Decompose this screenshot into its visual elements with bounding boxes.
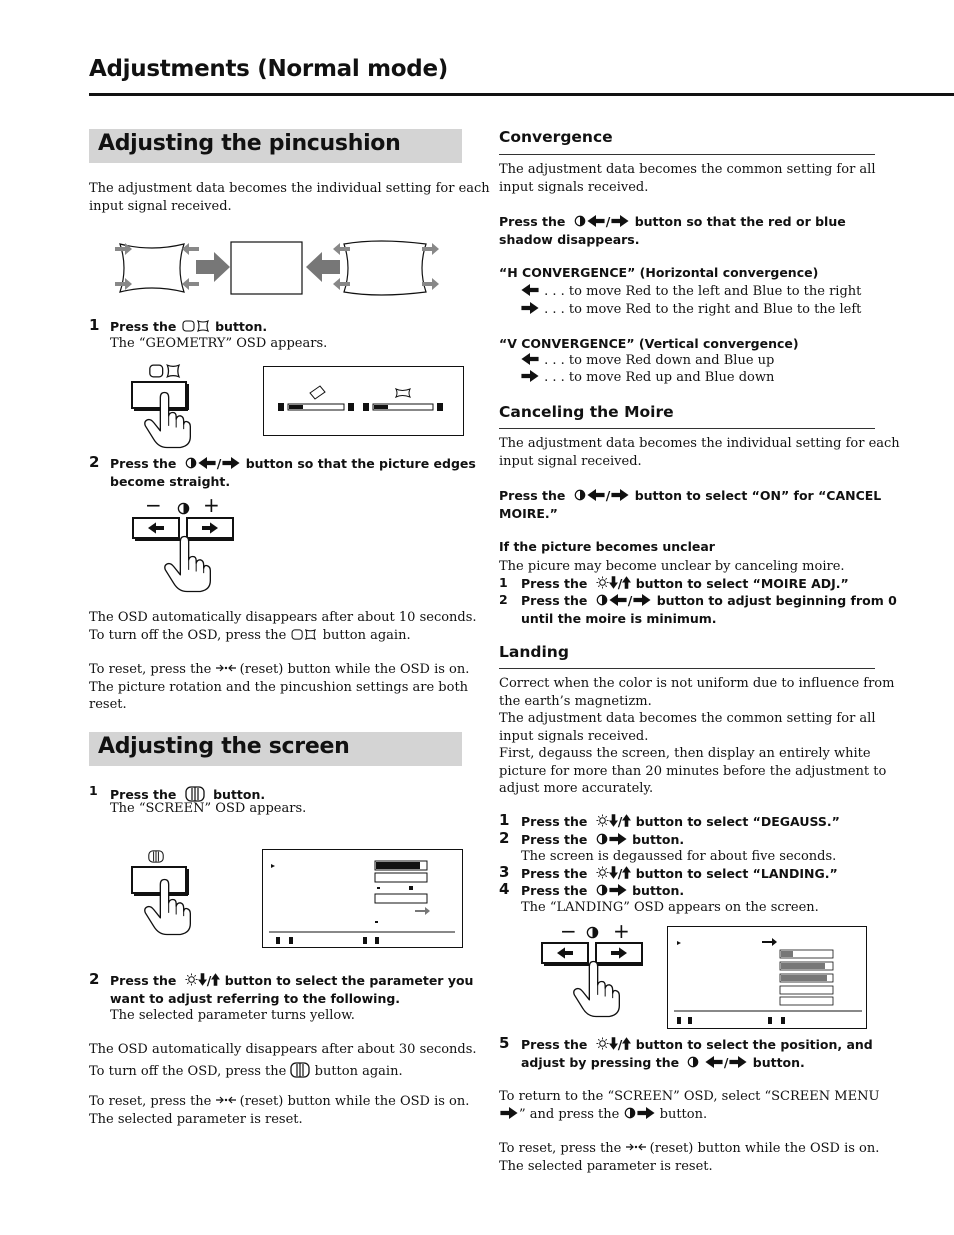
right-arrow-icon — [632, 594, 652, 606]
page-title: Adjustments (Normal mode) — [89, 56, 448, 82]
h-convergence-left: . . . to move Red to the left and Blue to the right — [520, 283, 861, 301]
screen-osd — [262, 849, 463, 948]
pincushion-step1-number: 1 — [89, 316, 100, 334]
moire-instruction: Press the / button to select “ON” for “CANCEL MOIRE.” — [499, 488, 882, 521]
landing-step1-instruction: Press the / button to select “DEGAUSS.” — [521, 814, 840, 829]
left-arrow-icon — [520, 284, 540, 296]
contrast-icon — [596, 833, 608, 845]
brightness-icon — [596, 866, 609, 879]
up-arrow-icon — [211, 973, 220, 986]
screen-step2-number: 2 — [89, 970, 100, 988]
contrast-icon — [596, 594, 608, 606]
up-arrow-icon — [622, 814, 631, 827]
moire-intro: The adjustment data becomes the individual setting for each input signal received. — [499, 436, 900, 469]
contrast-icon — [596, 884, 608, 896]
plus-label: + — [613, 919, 630, 943]
moire-rule — [499, 428, 875, 429]
landing-step2-number: 2 — [499, 829, 510, 847]
pincushion-step2-instruction: Press the / button so that the picture edges become straight. — [110, 456, 476, 489]
moire-title: Canceling the Moire — [499, 403, 674, 421]
brightness-icon — [596, 814, 609, 827]
contrast-icon — [574, 489, 586, 501]
contrast-icon — [574, 215, 586, 227]
landing-rule — [499, 668, 875, 669]
down-arrow-icon — [609, 814, 618, 827]
screen-title: Adjusting the screen — [98, 734, 350, 759]
up-arrow-icon — [622, 1037, 631, 1050]
right-arrow-icon — [499, 1107, 519, 1119]
reset-icon — [626, 1142, 646, 1152]
down-arrow-icon — [609, 1037, 618, 1050]
screen-osd-note: The OSD automatically disappears after about 30 seconds. To turn off the OSD, press the button again. — [89, 1042, 477, 1079]
left-arrow-icon — [586, 215, 606, 227]
geometry-osd — [263, 366, 464, 436]
convergence-rule — [499, 154, 875, 155]
landing-step1-number: 1 — [499, 811, 510, 829]
brightness-icon — [596, 1037, 609, 1050]
convergence-title: Convergence — [499, 128, 613, 146]
moire-step1-instruction: Press the / button to select “MOIRE ADJ.” — [521, 576, 849, 591]
screen-section-header — [89, 732, 462, 766]
geometry-icon — [181, 320, 211, 332]
reset-icon — [216, 1095, 236, 1105]
screen-step2-note: The selected parameter turns yellow. — [110, 1008, 355, 1023]
contrast-icon — [687, 1056, 699, 1068]
landing-step5-number: 5 — [499, 1034, 510, 1052]
contrast-icon — [185, 457, 197, 469]
screen-step1-number: 1 — [89, 783, 98, 798]
brightness-icon — [185, 973, 198, 986]
landing-step4-number: 4 — [499, 880, 510, 898]
landing-step4-note: The “LANDING” OSD appears on the screen. — [521, 900, 819, 915]
brightness-icon — [596, 576, 609, 589]
pincushion-reset-note: To reset, press the (reset) button while the OSD is on. The picture rotation and the pincushion settings are both reset. — [89, 662, 470, 712]
landing-reset-note: To reset, press the (reset) button while the OSD is on. The selected parameter is reset. — [499, 1141, 880, 1174]
up-arrow-icon — [622, 576, 631, 589]
header-rule — [89, 93, 954, 96]
h-convergence-right: . . . to move Red to the right and Blue to the left — [520, 301, 861, 319]
pincushion-osd-note: The OSD automatically disappears after about 10 seconds. To turn off the OSD, press the button again. — [89, 610, 477, 643]
right-arrow-icon — [610, 215, 630, 227]
up-arrow-icon — [622, 866, 631, 879]
screen-step2-instruction: Press the / button to select the parameter you want to adjust referring to the following. — [110, 973, 474, 1006]
left-arrow-icon — [704, 1056, 724, 1068]
landing-step2-instruction: Press the button. — [521, 832, 685, 847]
right-arrow-icon — [608, 884, 628, 896]
minus-label: − — [145, 493, 162, 517]
h-convergence-title: “H CONVERGENCE” (Horizontal convergence) — [499, 265, 819, 280]
screen-reset-note: To reset, press the (reset) button while the OSD is on. The selected parameter is reset. — [89, 1094, 470, 1127]
right-arrow-icon — [608, 833, 628, 845]
pincushion-section-header — [89, 129, 462, 163]
down-arrow-icon — [198, 973, 207, 986]
right-arrow-icon — [728, 1056, 748, 1068]
moire-step2-instruction: Press the / button to adjust beginning from 0 until the moire is minimum. — [521, 593, 897, 626]
landing-step3-number: 3 — [499, 863, 510, 881]
screen-step1-instruction: Press the button. — [110, 787, 266, 802]
left-arrow-icon — [520, 353, 540, 365]
v-convergence-right: . . . to move Red up and Blue down — [520, 369, 774, 387]
moire-unclear-text: The picure may become unclear by canceling moire. — [499, 559, 845, 574]
landing-osd-content — [668, 927, 866, 1028]
right-arrow-icon — [520, 370, 540, 382]
landing-step5-instruction: Press the / button to select the position, and adjust by pressing the / button. — [521, 1037, 873, 1070]
reset-icon — [216, 663, 236, 673]
geometry-icon — [290, 629, 318, 640]
screen-step1-note: The “SCREEN” OSD appears. — [110, 801, 307, 816]
pincushion-step1-instruction: Press the button. — [110, 319, 268, 334]
v-convergence-title: “V CONVERGENCE” (Vertical convergence) — [499, 336, 799, 351]
moire-step2-number: 2 — [499, 592, 508, 607]
landing-step3-instruction: Press the / button to select “LANDING.” — [521, 866, 838, 881]
right-arrow-icon — [221, 457, 241, 469]
convergence-intro: The adjustment data becomes the common setting for all input signals received. — [499, 162, 876, 195]
plus-label: + — [203, 493, 220, 517]
landing-return-note: To return to the “SCREEN” OSD, select “SCREEN MENU ” and press the button. — [499, 1089, 880, 1122]
pincushion-diagram — [112, 238, 452, 298]
left-arrow-icon — [197, 457, 217, 469]
right-arrow-icon — [610, 489, 630, 501]
left-arrow-icon — [586, 489, 606, 501]
v-convergence-left: . . . to move Red down and Blue up — [520, 352, 774, 370]
landing-intro: Correct when the color is not uniform due to influence from the earth’s magnetizm. The adjustment data becomes the common setting for all input signals received. First, degauss the screen, then display an entirely white picture for more than 20 minutes before the adjustment to adjust more accurately. — [499, 676, 895, 796]
left-arrow-icon — [608, 594, 628, 606]
moire-step1-number: 1 — [499, 575, 508, 590]
moire-unclear-title: If the picture becomes unclear — [499, 539, 715, 554]
right-arrow-icon — [636, 1107, 656, 1119]
pincushion-step1-note: The “GEOMETRY” OSD appears. — [110, 336, 328, 351]
landing-adjust-buttons-illustration — [541, 923, 651, 1019]
screen-osd-content — [263, 850, 462, 947]
landing-title: Landing — [499, 643, 569, 661]
geometry-button-illustration — [130, 364, 220, 456]
convergence-instruction: Press the / button so that the red or blue shadow disappears. — [499, 214, 846, 247]
screen-button-illustration — [130, 849, 220, 941]
down-arrow-icon — [609, 576, 618, 589]
down-arrow-icon — [609, 866, 618, 879]
landing-step4-instruction: Press the button. — [521, 883, 685, 898]
pincushion-step2-number: 2 — [89, 453, 100, 471]
landing-step2-note: The screen is degaussed for about five seconds. — [521, 849, 837, 864]
pincushion-title: Adjusting the pincushion — [98, 131, 401, 156]
right-arrow-icon — [520, 302, 540, 314]
pincushion-intro: The adjustment data becomes the individual setting for each input signal received. — [89, 181, 490, 214]
landing-osd — [667, 926, 867, 1029]
contrast-icon — [624, 1107, 636, 1119]
screen-icon — [290, 1062, 310, 1078]
adjust-buttons-illustration — [132, 498, 242, 594]
minus-label: − — [560, 919, 577, 943]
geometry-osd-content — [264, 367, 463, 435]
